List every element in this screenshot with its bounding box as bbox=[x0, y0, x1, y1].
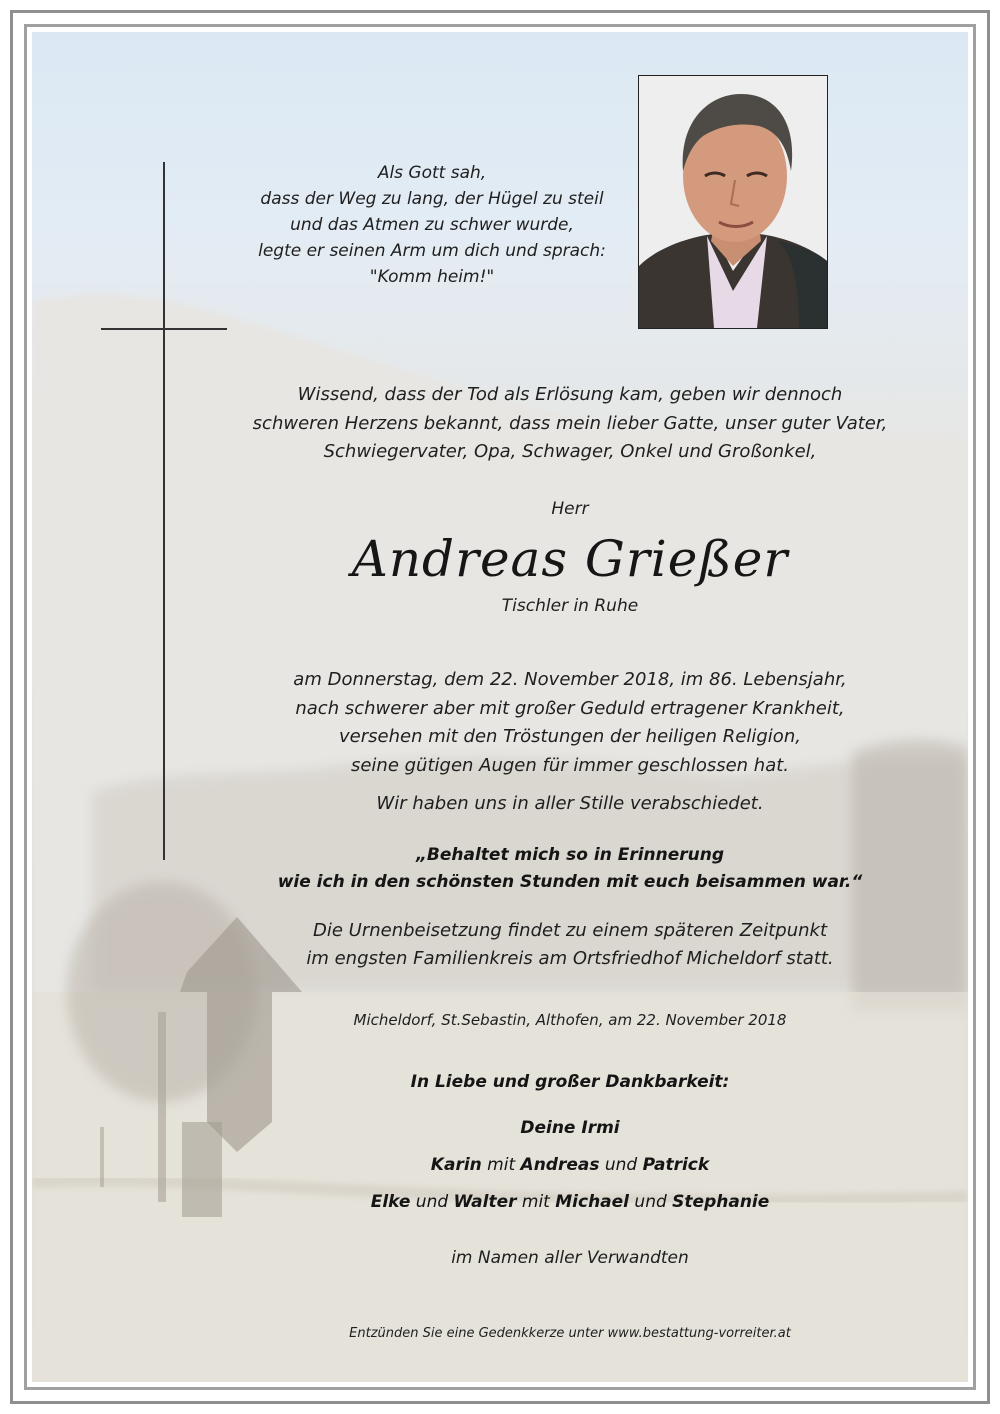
relatives-note: im Namen aller Verwandten bbox=[451, 1248, 689, 1268]
connector-word: mit bbox=[516, 1192, 556, 1212]
burial-line: im engsten Familienkreis am Ortsfriedhof Micheldorf statt. bbox=[306, 948, 834, 969]
quote-line: „Behaltet mich so in Erinnerung bbox=[415, 845, 725, 865]
death-notice-line: versehen mit den Tröstungen der heiligen Religion, bbox=[339, 726, 801, 747]
mourner-name: Stephanie bbox=[672, 1192, 770, 1212]
mourner-line bbox=[230, 1116, 910, 1140]
intro-line: Schwiegervater, Opa, Schwager, Onkel und Großonkel, bbox=[323, 441, 817, 462]
place-and-date: Micheldorf, St.Sebastin, Althofen, am 22. November 2018 bbox=[353, 1011, 787, 1029]
burial-info bbox=[230, 917, 910, 973]
mourner-name: Deine Irmi bbox=[520, 1118, 620, 1138]
memorial-candle-footer: Entzünden Sie eine Gedenkkerze unter www.bestattung-vorreiter.at bbox=[349, 1326, 791, 1341]
deceased-name: Andreas Grießer bbox=[351, 530, 789, 588]
death-notice-line: seine gütigen Augen für immer geschlossen hat. bbox=[350, 754, 790, 776]
portrait-man-illustration bbox=[639, 76, 827, 328]
closing-phrase: In Liebe und großer Dankbarkeit: bbox=[410, 1072, 730, 1092]
death-notice-line: am Donnerstag, dem 22. November 2018, im 86. Lebensjahr, bbox=[293, 669, 847, 690]
cross-horizontal-bar bbox=[101, 328, 227, 330]
death-notice-line: nach schwerer aber mit großer Geduld ertragener Krankheit, bbox=[295, 697, 845, 719]
announcement-intro bbox=[200, 381, 940, 467]
deceased-title: Herr bbox=[551, 499, 589, 519]
quote-line: wie ich in den schönsten Stunden mit euch beisammen war.“ bbox=[277, 872, 863, 892]
remembrance-quote bbox=[230, 842, 910, 896]
verse-line: "Komm heim!" bbox=[369, 267, 495, 287]
mourner-line bbox=[230, 1190, 910, 1214]
mourner-name: Michael bbox=[555, 1192, 630, 1212]
connector-word: und bbox=[629, 1192, 673, 1212]
intro-line: schweren Herzens bekannt, dass mein lieber Gatte, unser guter Vater, bbox=[252, 412, 888, 434]
verse-line: dass der Weg zu lang, der Hügel zu steil bbox=[260, 189, 604, 209]
mourner-name: Karin bbox=[430, 1155, 482, 1175]
mourner-name: Andreas bbox=[520, 1155, 600, 1175]
farewell-note: Wir haben uns in aller Stille verabschiedet. bbox=[376, 793, 764, 814]
mourner-name: Elke bbox=[370, 1192, 411, 1212]
mourner-name: Patrick bbox=[642, 1155, 710, 1175]
mourner-line bbox=[230, 1153, 910, 1177]
verse-line: legte er seinen Arm um dich und sprach: bbox=[258, 241, 606, 261]
connector-word: und bbox=[599, 1155, 643, 1175]
portrait-photo bbox=[638, 75, 828, 329]
verse-line: Als Gott sah, bbox=[377, 163, 487, 183]
memorial-verse bbox=[232, 160, 632, 290]
death-notice bbox=[230, 666, 910, 780]
intro-line: Wissend, dass der Tod als Erlösung kam, geben wir dennoch bbox=[297, 384, 843, 405]
connector-word: und bbox=[410, 1192, 454, 1212]
deceased-profession: Tischler in Ruhe bbox=[501, 596, 639, 616]
cross-vertical-bar bbox=[163, 162, 165, 860]
mourner-name: Walter bbox=[453, 1192, 517, 1212]
verse-line: und das Atmen zu schwer wurde, bbox=[290, 215, 574, 235]
connector-word: mit bbox=[481, 1155, 521, 1175]
burial-line: Die Urnenbeisetzung findet zu einem späteren Zeitpunkt bbox=[312, 920, 827, 941]
